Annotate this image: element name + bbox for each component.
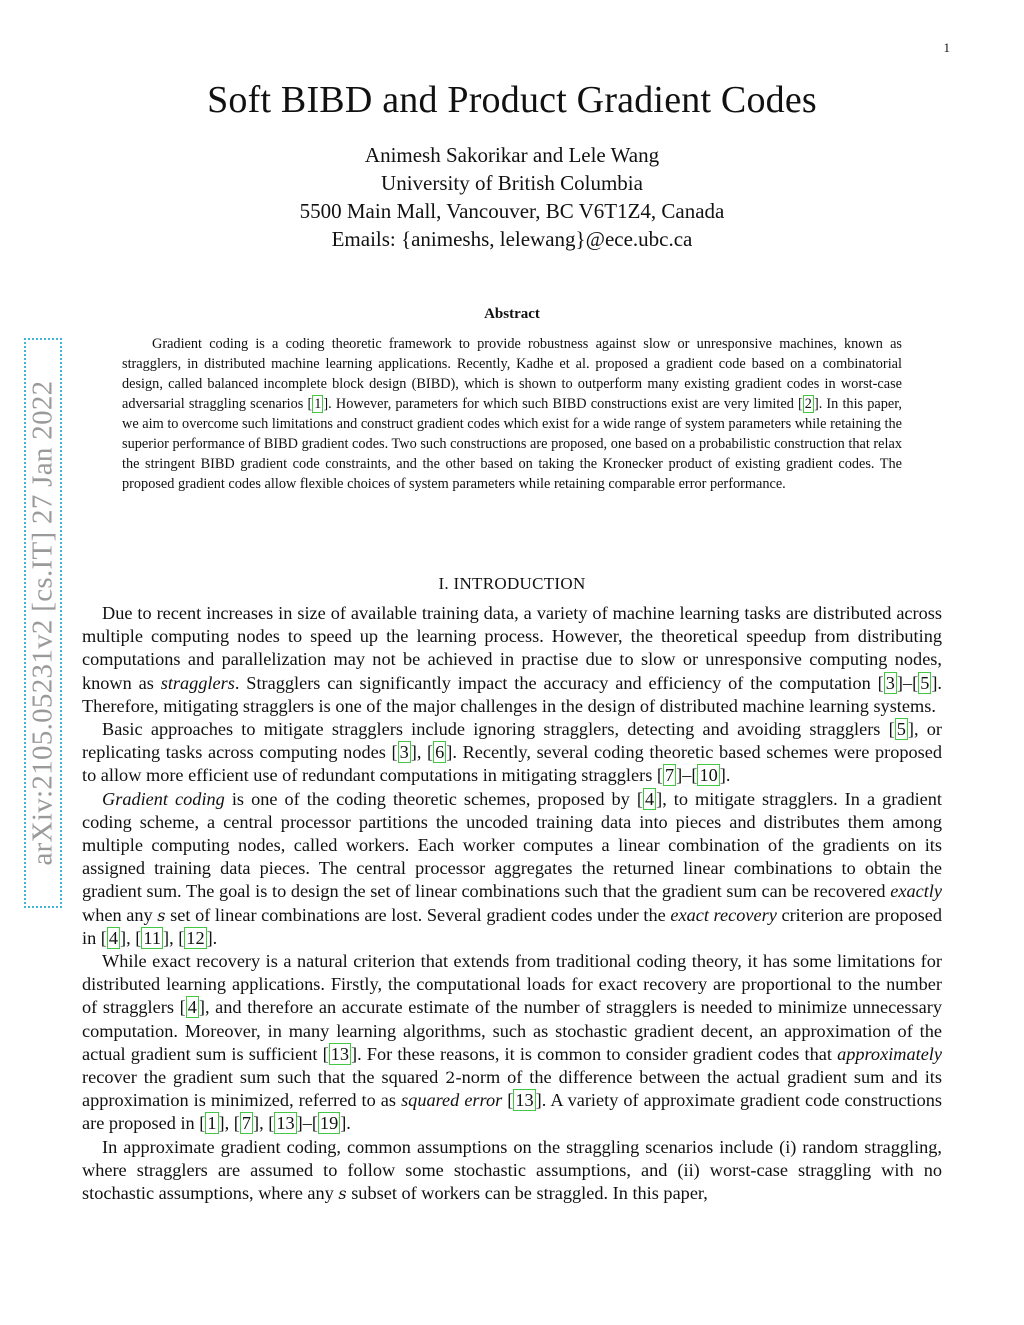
citation-link[interactable]: 4 <box>644 788 655 809</box>
citation-link[interactable]: 13 <box>276 1113 295 1134</box>
citation-link[interactable]: 6 <box>435 742 445 763</box>
citation-link[interactable]: 13 <box>515 1090 534 1111</box>
math-number: 2 <box>445 1068 456 1088</box>
citation-link[interactable]: 5 <box>896 719 906 740</box>
address: 5500 Main Mall, Vancouver, BC V6T1Z4, Canada <box>299 199 725 223</box>
emails: Emails: {animeshs, lelewang}@ece.ubc.ca <box>331 227 693 251</box>
math-symbol: s <box>157 905 166 925</box>
paragraph: In approximate gradient coding, common assumptions on the straggling scenarios include (i) random straggling, where stragglers are assumed to follow some stochastic assumptions, and (ii) worst-case straggling with no stochastic assumptions, where any s subset of workers can be straggled. In this paper, <box>82 1136 942 1204</box>
citation-link[interactable]: 7 <box>241 1113 251 1134</box>
paragraph: While exact recovery is a natural criterion that extends from traditional coding theory, it has some limitations for distributed learning applications. Firstly, the computational loads for exact recovery are proportional to the number of stragglers [ 4 ], and therefore an accurate estimate of the number of stragglers is needed to minimize unnecessary computation. Moreover, in many learning algorithms, such as stochastic gradient decent, an approximation of the actual gradient sum is sufficient [ 13 ]. For these reasons, it is common to consider gradient codes that approximately recover the gradient sum such that the squared 2-norm of the difference between the actual gradient sum and its approximation is minimized, referred to as squared error [ 13 ]. A variety of approximate gradient code constructions are proposed in [ 1 ], [ 7 ], [ 13 ]–[ 19 ]. <box>82 951 943 1134</box>
citation-link[interactable]: 4 <box>108 927 119 948</box>
citation-link[interactable]: 13 <box>330 1043 349 1064</box>
citation-link[interactable]: 19 <box>319 1113 339 1134</box>
affiliation: University of British Columbia <box>381 171 643 195</box>
citation-link[interactable]: 1 <box>207 1113 217 1134</box>
citation-link[interactable]: 2 <box>804 396 812 412</box>
paragraph: Gradient coding is one of the coding theoretic schemes, proposed by [ 4 ], to mitigate stragglers. In a gradient coding scheme, a central processor partitions the uncoded training data into pieces and distributes them among multiple computing nodes, called workers. Each worker computes a linear combination of the gradients on its assigned training data pieces. The central processor aggregates the returned linear combinations to obtain the gradient sum. The goal is to design the set of linear combinations such that the gradient sum can be recovered exactly when any s set of linear combinations are lost. Several gradient codes under the exact recovery criterion are proposed in [ 4 ], [ 11 ], [ 12 ]. <box>82 788 942 948</box>
citation-link[interactable]: 10 <box>699 765 718 786</box>
author-block <box>0 141 1024 253</box>
paragraph: Due to recent increases in size of available training data, a variety of machine learning tasks are distributed across multiple computing nodes to speed up the learning process. However, the theoretical speedup from distributing computations and parallelization may not be achieved in practise due to slow or unresponsive computing nodes, known as stragglers. Stragglers can significantly impact the accuracy and efficiency of the computation [ 3 ]–[ 5 ]. Therefore, mitigating stragglers is one of the major challenges in the design of distributed machine learning systems. <box>82 603 942 716</box>
abstract-heading: Abstract <box>484 306 540 322</box>
citation-link[interactable]: 3 <box>399 742 409 763</box>
paragraph: Basic approaches to mitigate stragglers include ignoring stragglers, detecting and avoiding stragglers [ 5 ], or replicating tasks across computing nodes [ 3 ], [ 6 ]. Recently, several coding theoretic based schemes were proposed to allow more efficient use of redundant computations in mitigating stragglers [ 7 ]–[ 10 ]. <box>82 719 942 786</box>
citation-link[interactable]: 7 <box>664 765 675 786</box>
citation-link[interactable]: 5 <box>920 672 930 693</box>
citation-link[interactable]: 11 <box>143 927 161 948</box>
section-heading-introduction: I. INTRODUCTION <box>438 574 586 593</box>
citation-link[interactable]: 12 <box>186 927 205 948</box>
citation-link[interactable]: 1 <box>314 396 322 412</box>
abstract-text: Gradient coding is a coding theoretic framework to provide robustness against slow or unresponsive machines, known as stragglers, in distributed machine learning applications. Recently, Kadhe et al. proposed a gradient code based on a combinatorial design, called balanced incomplete block design (BIBD), which is shown to outperform many existing gradient codes in worst-case adversarial straggling scenarios [ 1 ]. However, parameters for which such BIBD constructions exist are very limited [ 2 ]. In this paper, we aim to overcome such limitations and construct gradient codes which exist for a wide range of system parameters while retaining the superior performance of BIBD gradient codes. Two such constructions are proposed, one based on a probabilistic construction that relax the stringent BIBD gradient code constraints, and the other based on taking the Kronecker product of existing gradient codes. The proposed gradient codes allow flexible choices of system parameters while retaining comparable error performance. <box>122 336 902 492</box>
citation-link[interactable]: 4 <box>187 997 197 1018</box>
citation-link[interactable]: 3 <box>885 672 895 693</box>
paper-title: Soft BIBD and Product Gradient Codes <box>207 79 817 121</box>
arxiv-identifier-text: arXiv:2105.05231v2 [cs.IT] 27 Jan 2022 <box>26 380 59 866</box>
math-symbol: s <box>338 1184 347 1204</box>
body-text <box>82 602 942 1205</box>
page-number: 1 <box>943 40 950 55</box>
arxiv-identifier-stamp[interactable] <box>24 338 62 908</box>
author-names: Animesh Sakorikar and Lele Wang <box>364 143 660 167</box>
